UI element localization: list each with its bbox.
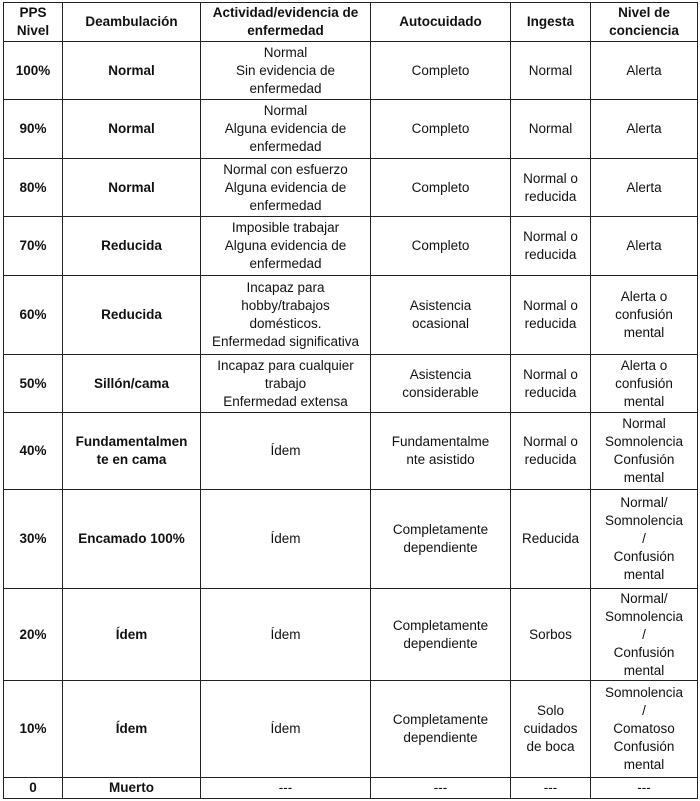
cell-intake: Normal o reducida <box>511 217 591 276</box>
cell-pps-level: 80% <box>4 159 63 217</box>
cell-activity: Ídem <box>201 589 371 681</box>
cell-intake: Normal o reducida <box>511 355 591 413</box>
cell-consciousness: Alerta o confusión mental <box>591 276 698 355</box>
cell-activity: Normal con esfuerzo Alguna evidencia de enfermedad <box>201 159 371 217</box>
header-intake: Ingesta <box>511 3 591 42</box>
cell-consciousness: Alerta <box>591 42 698 100</box>
cell-self-care: Completo <box>371 159 511 217</box>
cell-pps-level: 20% <box>4 589 63 681</box>
cell-intake: Normal o reducida <box>511 159 591 217</box>
table-body <box>4 42 698 799</box>
cell-activity: Incapaz para hobby/trabajos domésticos. Enfermedad significativa <box>201 276 371 355</box>
cell-ambulation: Encamado 100% <box>63 490 201 589</box>
table-row <box>4 681 698 778</box>
cell-intake: Sorbos <box>511 589 591 681</box>
cell-pps-level: 60% <box>4 276 63 355</box>
table-row <box>4 100 698 159</box>
cell-activity: --- <box>201 778 371 799</box>
cell-pps-level: 40% <box>4 413 63 490</box>
cell-consciousness: Normal/ Somnolencia / Confusión mental <box>591 589 698 681</box>
cell-intake: Normal o reducida <box>511 276 591 355</box>
cell-intake: --- <box>511 778 591 799</box>
cell-ambulation: Ídem <box>63 681 201 778</box>
cell-self-care: Fundamentalme nte asistido <box>371 413 511 490</box>
cell-consciousness: Alerta <box>591 217 698 276</box>
cell-ambulation: Ídem <box>63 589 201 681</box>
cell-self-care: Completamente dependiente <box>371 490 511 589</box>
table-row <box>4 778 698 799</box>
cell-ambulation: Normal <box>63 100 201 159</box>
cell-consciousness: Normal Somnolencia Confusión mental <box>591 413 698 490</box>
cell-intake: Normal <box>511 100 591 159</box>
header-pps-level: PPS Nivel <box>4 3 63 42</box>
cell-pps-level: 90% <box>4 100 63 159</box>
cell-consciousness: Alerta o confusión mental <box>591 355 698 413</box>
cell-activity: Incapaz para cualquier trabajo Enfermedad extensa <box>201 355 371 413</box>
cell-activity: Ídem <box>201 413 371 490</box>
cell-pps-level: 0 <box>4 778 63 799</box>
cell-pps-level: 50% <box>4 355 63 413</box>
cell-consciousness: --- <box>591 778 698 799</box>
cell-pps-level: 10% <box>4 681 63 778</box>
cell-activity: Ídem <box>201 490 371 589</box>
cell-activity: Normal Alguna evidencia de enfermedad <box>201 100 371 159</box>
cell-intake: Reducida <box>511 490 591 589</box>
cell-self-care: Asistencia considerable <box>371 355 511 413</box>
cell-self-care: Asistencia ocasional <box>371 276 511 355</box>
cell-activity: Imposible trabajar Alguna evidencia de enfermedad <box>201 217 371 276</box>
cell-self-care: --- <box>371 778 511 799</box>
cell-self-care: Completo <box>371 100 511 159</box>
cell-ambulation: Muerto <box>63 778 201 799</box>
header-self-care: Autocuidado <box>371 3 511 42</box>
cell-intake: Solo cuidados de boca <box>511 681 591 778</box>
table-row <box>4 490 698 589</box>
cell-pps-level: 100% <box>4 42 63 100</box>
table-row <box>4 413 698 490</box>
table-row <box>4 276 698 355</box>
cell-ambulation: Fundamentalmen te en cama <box>63 413 201 490</box>
cell-activity: Ídem <box>201 681 371 778</box>
cell-consciousness: Normal/ Somnolencia / Confusión mental <box>591 490 698 589</box>
cell-intake: Normal <box>511 42 591 100</box>
cell-activity: Normal Sin evidencia de enfermedad <box>201 42 371 100</box>
cell-ambulation: Reducida <box>63 276 201 355</box>
table-row <box>4 42 698 100</box>
cell-ambulation: Sillón/cama <box>63 355 201 413</box>
table-row <box>4 159 698 217</box>
table-row <box>4 355 698 413</box>
header-ambulation: Deambulación <box>63 3 201 42</box>
cell-pps-level: 70% <box>4 217 63 276</box>
header-consciousness: Nivel de conciencia <box>591 3 698 42</box>
table-row <box>4 217 698 276</box>
pps-table <box>3 2 698 799</box>
cell-ambulation: Normal <box>63 159 201 217</box>
table-row <box>4 589 698 681</box>
cell-self-care: Completo <box>371 42 511 100</box>
cell-self-care: Completo <box>371 217 511 276</box>
cell-pps-level: 30% <box>4 490 63 589</box>
cell-intake: Normal o reducida <box>511 413 591 490</box>
cell-ambulation: Reducida <box>63 217 201 276</box>
cell-consciousness: Somnolencia / Comatoso Confusión mental <box>591 681 698 778</box>
cell-self-care: Completamente dependiente <box>371 681 511 778</box>
cell-ambulation: Normal <box>63 42 201 100</box>
header-activity: Actividad/evidencia de enfermedad <box>201 3 371 42</box>
cell-consciousness: Alerta <box>591 100 698 159</box>
cell-self-care: Completamente dependiente <box>371 589 511 681</box>
header-row <box>4 3 698 42</box>
cell-consciousness: Alerta <box>591 159 698 217</box>
